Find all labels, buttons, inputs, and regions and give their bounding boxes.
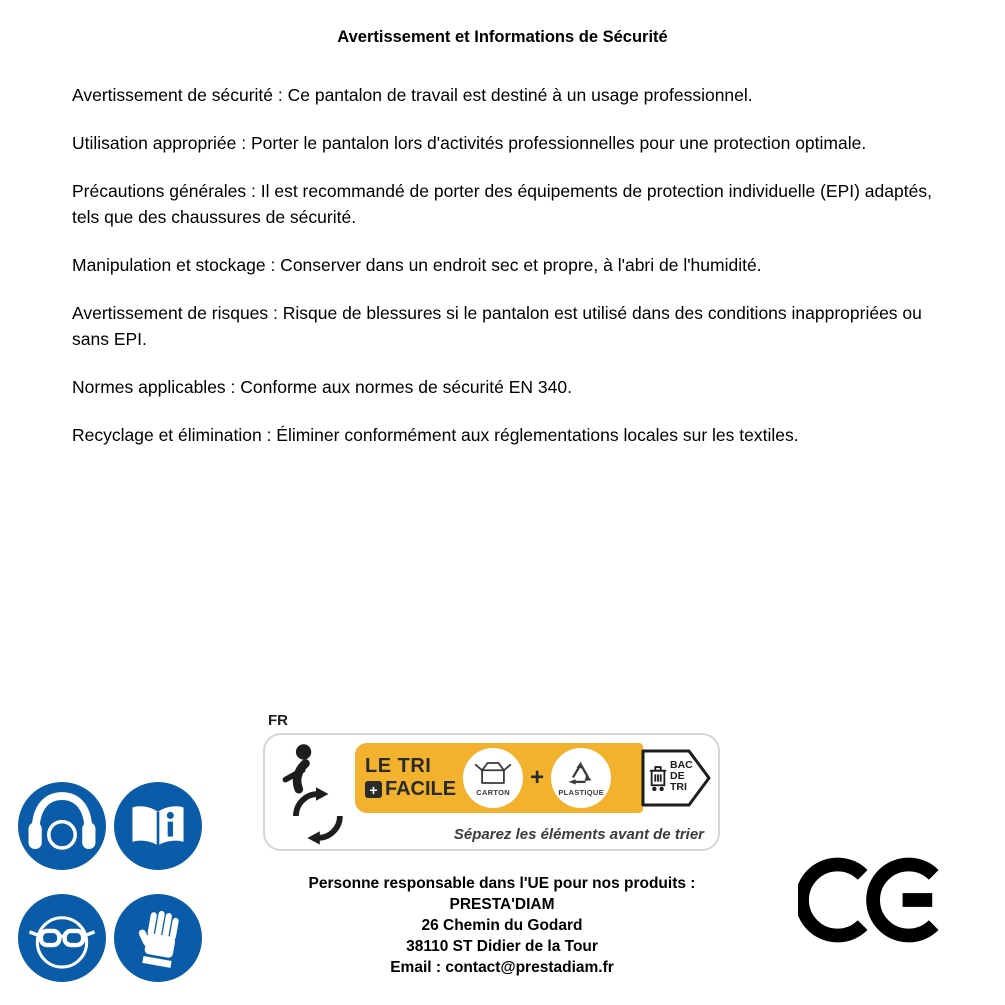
city-line: 38110 ST Didier de la Tour xyxy=(406,938,598,955)
tri-facile-line2 xyxy=(365,778,456,801)
safety-paragraph: Manipulation et stockage : Conserver dans un endroit sec et propre, à l'abri de l'humidité. xyxy=(72,255,762,275)
carton-label: CARTON xyxy=(476,787,510,797)
tri-facile-banner xyxy=(355,743,643,813)
carton-box-icon xyxy=(473,760,513,786)
tri-facile-word: FACILE xyxy=(385,778,457,800)
tri-facile-panel xyxy=(263,733,720,851)
page-title: Avertissement et Informations de Sécurité xyxy=(337,28,668,46)
safety-text-block xyxy=(72,82,938,470)
protective-gloves-icon xyxy=(114,894,202,982)
bac-de-tri-label: BAC DE TRI xyxy=(670,759,693,793)
company-name: PRESTA'DIAM xyxy=(449,896,555,913)
safety-paragraph: Avertissement de risques : Risque de blessures si le pantalon est utilisé dans des conditions inappropriées ou sans EPI. xyxy=(72,303,922,349)
plastique-material-badge xyxy=(551,748,611,808)
email-line: Email : contact@prestadiam.fr xyxy=(390,959,614,976)
instruction-manual-icon xyxy=(114,782,202,870)
fr-region-label: FR xyxy=(268,712,288,729)
safety-paragraph: Normes applicables : Conforme aux normes de sécurité EN 340. xyxy=(72,377,572,397)
bac-de-tri-flag xyxy=(641,749,711,807)
trash-bin-icon xyxy=(648,763,668,793)
tri-tagline: Séparez les éléments avant de trier xyxy=(453,826,704,843)
carton-material-badge xyxy=(463,748,523,808)
responsible-intro: Personne responsable dans l'UE pour nos produits : xyxy=(308,875,696,892)
responsible-person-block xyxy=(252,873,752,978)
plus-separator: + xyxy=(530,764,545,791)
tri-facile-line1: LE TRI xyxy=(365,755,432,777)
triman-icon xyxy=(273,741,359,847)
safety-paragraph: Utilisation appropriée : Porter le pantalon lors d'activités professionnelles pour une protection optimale. xyxy=(72,133,867,153)
eye-protection-icon xyxy=(18,894,106,982)
safety-paragraph: Avertissement de sécurité : Ce pantalon de travail est destiné à un usage professionnel. xyxy=(72,85,753,105)
ce-marking-icon xyxy=(798,850,948,950)
safety-paragraph: Précautions générales : Il est recommandé de porter des équipements de protection individuelle (EPI) adaptés, tels que des chaussures de sécurité. xyxy=(72,181,932,227)
recycling-triangle-icon xyxy=(565,760,597,786)
plastique-label: PLASTIQUE xyxy=(558,787,604,797)
address-line: 26 Chemin du Godard xyxy=(421,917,583,934)
ear-protection-icon xyxy=(18,782,106,870)
safety-paragraph: Recyclage et élimination : Éliminer conformément aux réglementations locales sur les textiles. xyxy=(72,425,799,445)
tri-facile-headline xyxy=(365,755,456,801)
plus-badge: + xyxy=(365,781,382,798)
